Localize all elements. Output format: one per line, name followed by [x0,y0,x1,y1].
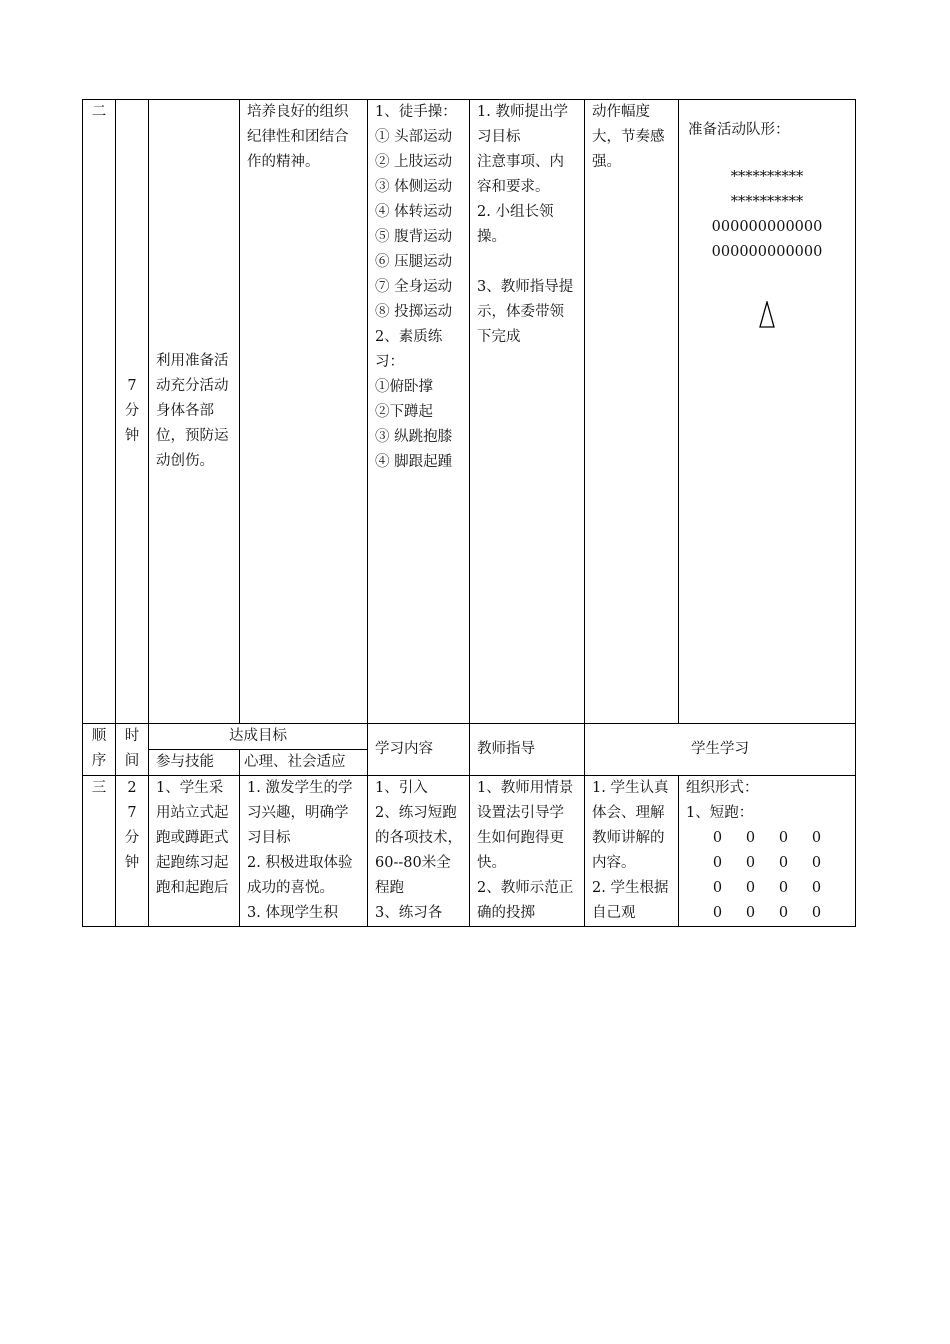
runner-mark: 0 [745,880,756,896]
section-3-teacher-guidance: 1、教师用情景设置法引导学生如何跑得更快。 2、教师示范正确的投掷 [470,776,585,927]
formation-row: 000000000000 [711,244,823,260]
sprint-formation-grid [686,826,848,926]
header-participation-skill: 参与技能 [149,750,240,776]
runner-mark: 0 [778,880,789,896]
runner-mark: 0 [712,830,723,846]
formation-title: 准备活动队形： [688,122,790,138]
teacher-position [686,301,848,331]
header-row-1 [83,724,856,750]
section-2-row [83,100,856,724]
section-2-content: 1、徒手操： ① 头部运动 ② 上肢运动 ③ 体侧运动 ④ 体转运动 ⑤ 腹背运动 ⑥ 压腿运动 ⑦ 全身运动 ⑧ 投掷运动 2、素质练习： ①俯卧撑 ②下蹲起 ③ 纵跳抱膝 ④ 脚跟起踵 [368,100,470,724]
section-2-psych-social: 培养良好的组织纪律性和团结合作的精神。 [240,100,368,724]
lesson-plan-table [82,99,856,927]
runner-mark: 0 [778,830,789,846]
header-student: 学生学习 [585,724,856,776]
triangle-icon [758,301,776,329]
runner-mark: 0 [712,855,723,871]
section-3-seq: 三 [83,776,116,927]
section-2-student-learning: 动作幅度大，节奏感强。 [585,100,679,724]
formation-row: ********** [730,169,804,185]
runner-mark: 0 [811,855,822,871]
runner-mark: 0 [712,905,723,921]
section-2-teacher-guidance: 1. 教师提出学习目标 注意事项、内容和要求。 2. 小组长领操。 3、教师指导提示，体委带领下完成 [470,100,585,724]
formation-row: 000000000000 [711,219,823,235]
runner-mark: 0 [778,905,789,921]
runner-mark: 0 [745,855,756,871]
runner-mark: 0 [811,830,822,846]
section-2-seq: 二 [83,100,116,724]
header-goal: 达成目标 [149,724,368,750]
header-content: 学习内容 [368,724,470,776]
runner-mark: 0 [745,905,756,921]
formation-row: ********** [730,194,804,210]
section-3-time: 2 7 分 钟 [116,776,149,927]
runner-mark: 0 [811,880,822,896]
section-3-psych-social: 1. 激发学生的学习兴趣，明确学习目标 2. 积极进取体验成功的喜悦。 3. 体现学生积 [240,776,368,927]
section-3-participation-skill: 1、学生采用站立式起跑或蹲距式起跑练习起跑和起跑后 [149,776,240,927]
header-teacher: 教师指导 [470,724,585,776]
runner-mark: 0 [712,880,723,896]
section-2-participation-skill: 利用准备活动充分活动身体各部位，预防运动创伤。 [149,100,240,724]
formation-subtitle: 1、短跑： [686,805,754,821]
formation-title: 组织形式： [686,780,759,796]
section-2-formation [679,100,856,724]
header-time: 时 间 [116,724,149,776]
runner-mark: 0 [778,855,789,871]
header-psych-social: 心理、社会适应 [240,750,368,776]
runner-mark: 0 [745,830,756,846]
section-2-time: 7 分 钟 [116,100,149,724]
header-seq: 顺 序 [83,724,116,776]
section-3-student-learning: 1. 学生认真体会、理解教师讲解的内容。 2. 学生根据自己观 [585,776,679,927]
section-3-formation [679,776,856,927]
section-3-row [83,776,856,927]
section-3-content: 1、引入 2、练习短跑的各项技术，60--80米全程跑 3、练习各 [368,776,470,927]
runner-mark: 0 [811,905,822,921]
